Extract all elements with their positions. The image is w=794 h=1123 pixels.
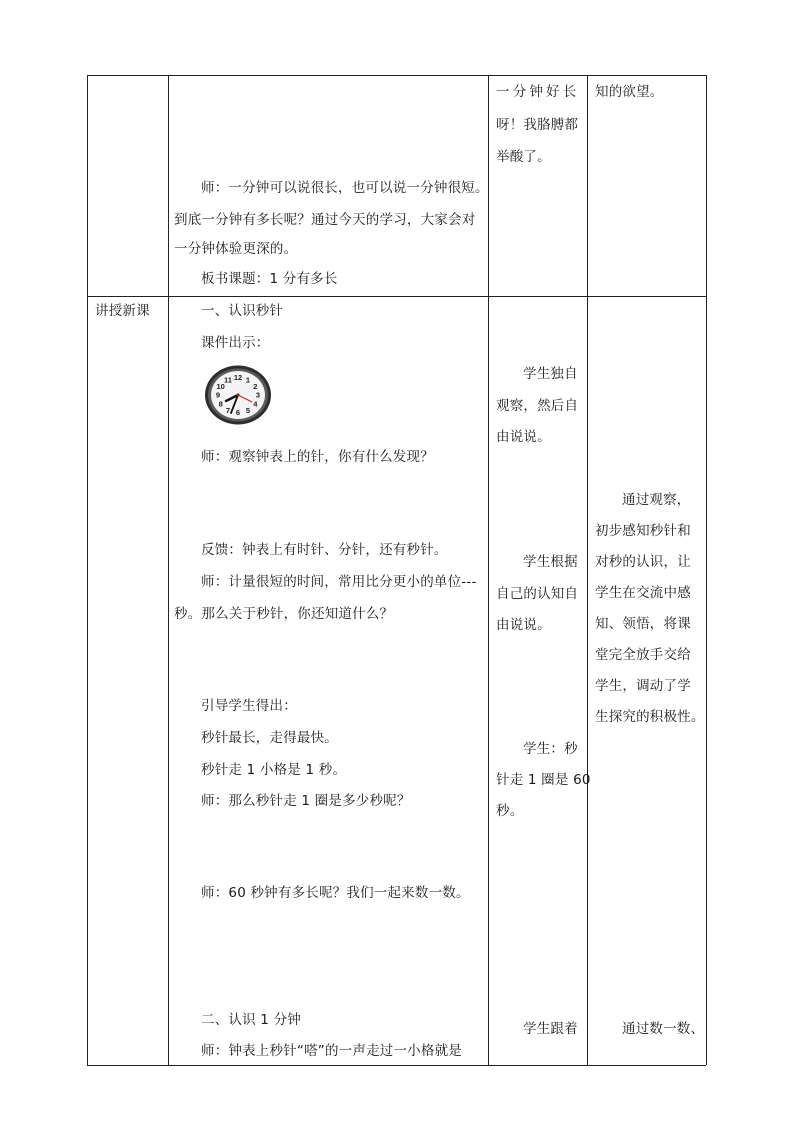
clock-numeral: 8 bbox=[218, 399, 223, 409]
feedback-text: 反馈：钟表上有时针、分针，还有秒针。 bbox=[201, 542, 448, 558]
student-activity-text: 自己的认知自 bbox=[496, 586, 579, 602]
board-title-text: 板书课题：1 分有多长 bbox=[201, 271, 338, 287]
student-activity-text: 由说说。 bbox=[496, 617, 551, 633]
row-divider bbox=[87, 296, 706, 297]
design-intent-text: 初步感知秒针和 bbox=[595, 523, 691, 539]
teacher-speech-text: 师：钟表上秒针“嗒”的一声走过一小格就是 bbox=[201, 1043, 462, 1059]
design-intent-text: 对秒的认识，让 bbox=[595, 554, 691, 570]
design-intent-text: 生探究的积极性。 bbox=[595, 709, 705, 725]
table-top-border bbox=[87, 75, 706, 76]
section-heading: 二、认识 1 分钟 bbox=[201, 1012, 301, 1028]
clock-numeral: 4 bbox=[253, 399, 258, 409]
student-activity-text: 学生独自 bbox=[523, 366, 578, 382]
clock-numeral: 12 bbox=[233, 373, 243, 383]
student-activity-text: 观察，然后自 bbox=[496, 398, 579, 414]
clock-numeral: 7 bbox=[225, 405, 231, 415]
fact-text: 秒针最长，走得最快。 bbox=[201, 730, 338, 746]
design-intent-text: 通过观察， bbox=[622, 492, 691, 508]
column-divider-1 bbox=[168, 75, 169, 1065]
table-right-border bbox=[706, 75, 707, 1065]
teacher-speech-text: 秒。那么关于秒针，你还知道什么？ bbox=[174, 606, 394, 622]
design-intent-text: 学生，调动了学 bbox=[595, 678, 691, 694]
design-intent-text: 通过数一数、 bbox=[622, 1021, 705, 1037]
fact-text: 秒针走 1 小格是 1 秒。 bbox=[201, 762, 347, 778]
student-response-text: 呀！我胳膊都 bbox=[496, 117, 579, 133]
student-activity-text: 学生：秒 bbox=[523, 741, 578, 757]
teacher-question-text: 师：观察钟表上的针，你有什么发现？ bbox=[201, 449, 434, 465]
teacher-question-text: 师：60 秒钟有多长呢？我们一起来数一数。 bbox=[201, 885, 470, 901]
design-intent-text: 堂完全放手交给 bbox=[595, 647, 691, 663]
clock-numeral: 3 bbox=[255, 390, 261, 400]
design-intent-text: 知的欲望。 bbox=[595, 84, 664, 100]
student-activity-text: 秒。 bbox=[496, 803, 524, 819]
design-intent-text: 学生在交流中感 bbox=[595, 585, 691, 601]
table-bottom-border bbox=[87, 1065, 706, 1066]
student-response-text: 举酸了。 bbox=[496, 149, 551, 165]
clock-numeral: 10 bbox=[216, 381, 225, 391]
teacher-speech-text: 到底一分钟有多长呢？通过今天的学习，大家会对 bbox=[174, 212, 476, 228]
student-response-text: 一分钟好长 bbox=[496, 84, 580, 100]
column-divider-2 bbox=[488, 75, 489, 1065]
teacher-question-text: 师：那么秒针走 1 圈是多少秒呢？ bbox=[201, 793, 411, 809]
student-activity-text: 学生跟着 bbox=[523, 1021, 578, 1037]
column-divider-3 bbox=[587, 75, 588, 1065]
stage-label: 讲授新课 bbox=[95, 303, 150, 319]
teacher-speech-text: 一分钟体验更深的。 bbox=[174, 241, 298, 257]
clock-numeral: 1 bbox=[245, 375, 251, 385]
student-activity-text: 学生根据 bbox=[523, 554, 578, 570]
clock-numeral: 9 bbox=[215, 390, 221, 400]
section-heading: 一、认识秒针 bbox=[201, 303, 284, 319]
clock-numeral: 11 bbox=[224, 375, 232, 385]
clock-icon bbox=[203, 364, 273, 426]
student-activity-text: 针走 1 圈是 60 bbox=[496, 772, 591, 788]
teacher-speech-text: 师：一分钟可以说很长，也可以说一分钟很短。 bbox=[201, 180, 489, 196]
courseware-label: 课件出示： bbox=[201, 335, 270, 351]
student-activity-text: 由说说。 bbox=[496, 429, 551, 445]
clock-numeral: 2 bbox=[253, 381, 258, 391]
design-intent-text: 知、领悟，将课 bbox=[595, 616, 691, 632]
guide-text: 引导学生得出： bbox=[201, 698, 297, 714]
teacher-speech-text: 师：计量很短的时间，常用比分更小的单位--- bbox=[201, 574, 477, 590]
table-left-border bbox=[87, 75, 88, 1065]
clock-numeral: 5 bbox=[245, 405, 251, 415]
clock-numeral: 6 bbox=[235, 408, 241, 418]
